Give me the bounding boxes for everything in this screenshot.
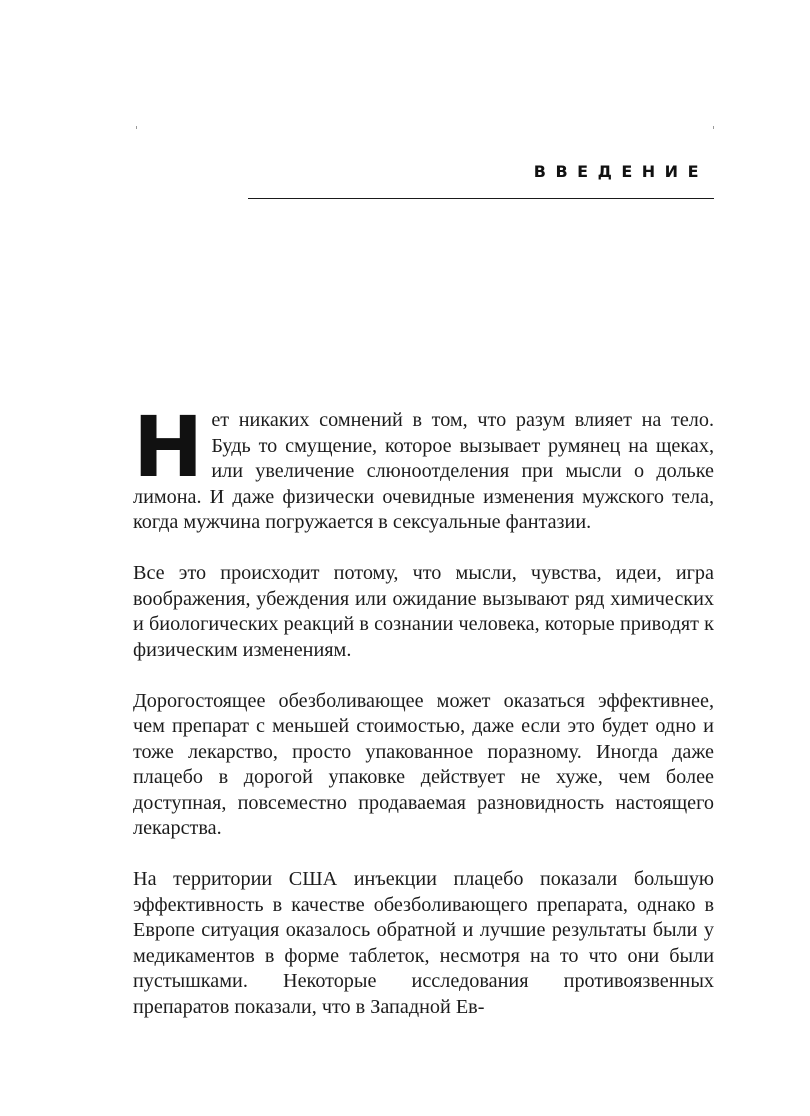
drop-cap: Н (133, 398, 204, 496)
paragraph-2: Все это происходит потому, что мысли, чувства, идеи, игра воображения, убеждения или ожидание вызывают ряд химических и биологических реакций в сознании человека, которые приводят к физическим изменениям. (133, 562, 714, 661)
paragraph-1 (133, 398, 714, 536)
paragraph-4: На территории США инъекции плацебо показали большую эффективность в качестве обезболивающего препарата, однако в Европе ситуация оказалось обратной и лучшие результаты были у медикаментов в форме таблеток, несмотря на то что они были пустышками. Некоторые исследования противоязвенных препаратов показали, что в Западной Ев- (133, 868, 714, 1018)
paragraph-1-text: ет никаких сомнений в том, что разум влияет на тело. Будь то смущение, которое вызывает румянец на щеках, или увеличение слюноотделения при мысли о дольке лимона. И даже физически очевидные изменения мужского тела, когда мужчина погружается в сексуальные фантазии. (133, 409, 714, 533)
paragraph-3: Дорогостоящее обезболивающее может оказаться эффективнее, чем препарат с меньшей стоимостью, даже если это будет одно и тоже лекарство, просто упакованное поразному. Иногда даже плацебо в дорогой упаковке действует не хуже, чем более доступная, повсеместно продаваемая разновидность настоящего лекарства. (133, 689, 714, 839)
body-text (133, 398, 714, 1046)
crop-mark-right (713, 126, 714, 129)
crop-mark-left (136, 126, 137, 129)
chapter-header (248, 160, 714, 199)
chapter-title: ВВЕДЕНИЕ (533, 162, 708, 181)
